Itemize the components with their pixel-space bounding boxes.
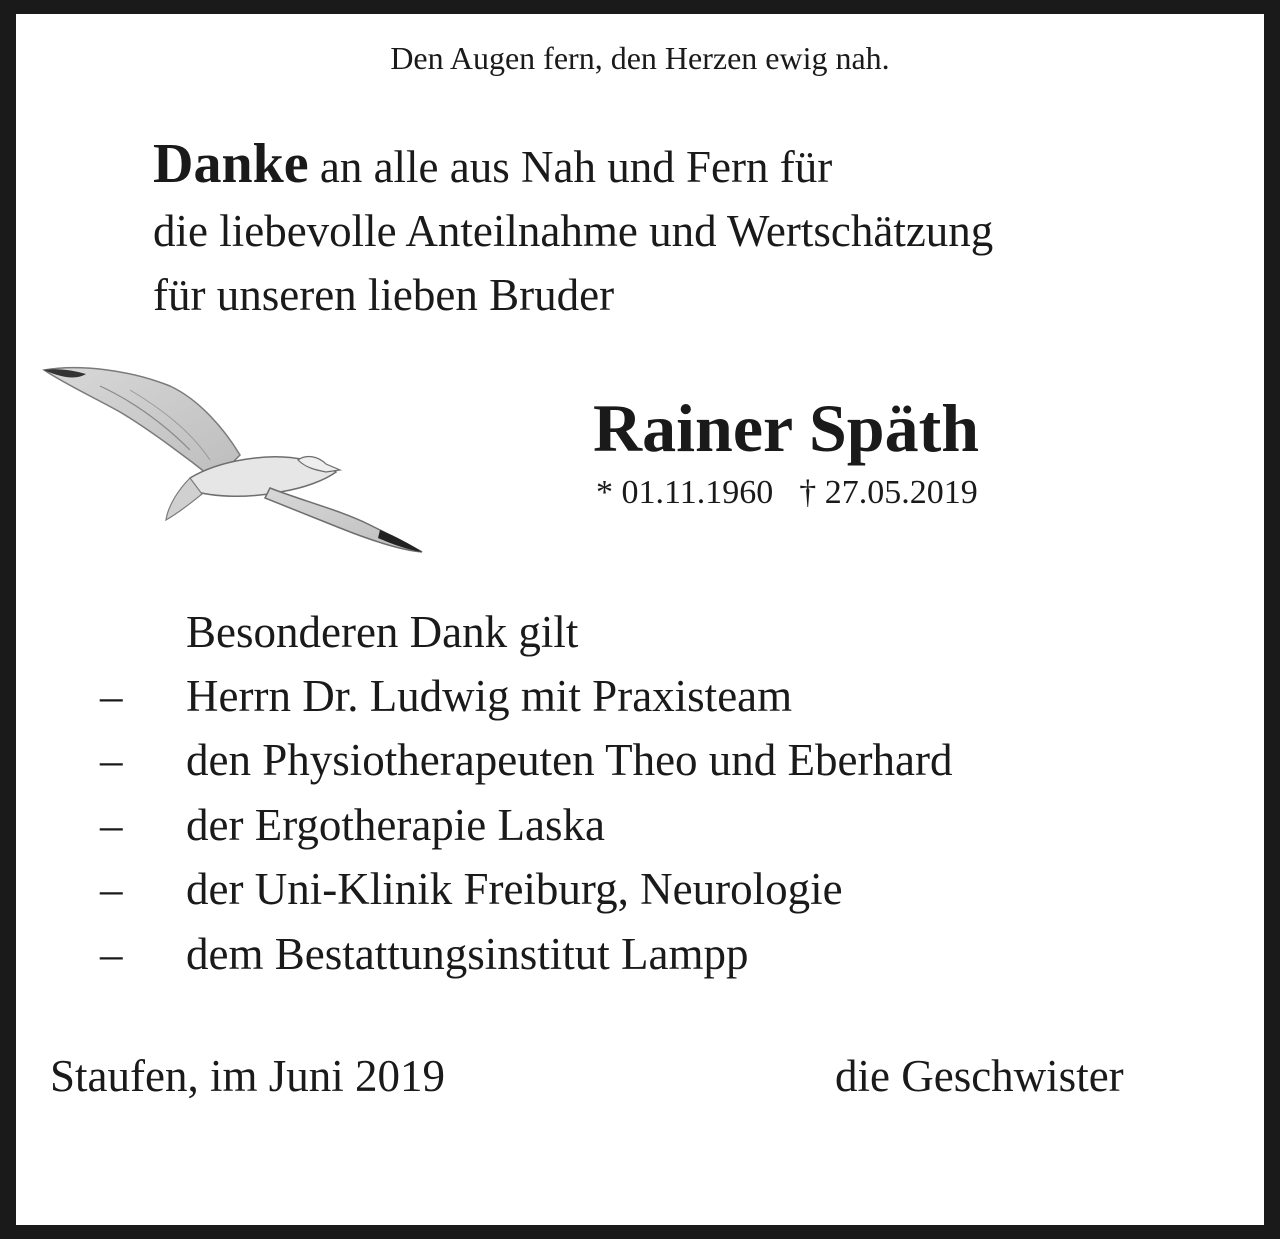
list-item-text: dem Bestattungsinstitut Lampp (186, 928, 749, 979)
life-dates (596, 473, 978, 513)
list-item-text: Herrn Dr. Ludwig mit Praxisteam (186, 671, 793, 721)
dash-bullet: – (100, 735, 123, 786)
dash-bullet: – (100, 671, 123, 721)
thanks-block (153, 132, 993, 327)
seagull-icon (40, 360, 430, 555)
birth-date: * 01.11.1960 (596, 474, 774, 511)
dash-bullet: – (100, 864, 123, 915)
thanks-lead-word: Danke (153, 133, 309, 195)
thanks-line-1 (153, 132, 993, 199)
list-item-text: der Ergotherapie Laska (186, 799, 605, 850)
special-thanks-intro: Besonderen Dank gilt (186, 607, 579, 657)
list-item (0, 859, 1280, 923)
signature: die Geschwister (835, 1051, 1124, 1101)
list-item (0, 924, 1280, 988)
list-item-text: der Uni-Klinik Freiburg, Neurologie (186, 864, 843, 915)
death-date: † 27.05.2019 (799, 474, 978, 511)
deceased-name: Rainer Späth (593, 390, 980, 466)
list-item (0, 795, 1280, 859)
thanks-line-1-rest: an alle aus Nah und Fern für (308, 142, 833, 192)
dash-bullet: – (100, 928, 123, 979)
thanks-line-3: für unseren lieben Bruder (153, 270, 615, 320)
dash-bullet: – (100, 799, 123, 850)
list-item-text: den Physiotherapeuten Theo und Eberhard (186, 735, 953, 786)
special-thanks-list (0, 666, 1280, 988)
place-and-date: Staufen, im Juni 2019 (50, 1051, 445, 1101)
list-item (0, 666, 1280, 730)
list-item (0, 730, 1280, 794)
motto-line: Den Augen fern, den Herzen ewig nah. (390, 40, 890, 76)
thanks-line-2: die liebevolle Anteilnahme und Wertschätzung (153, 206, 994, 256)
